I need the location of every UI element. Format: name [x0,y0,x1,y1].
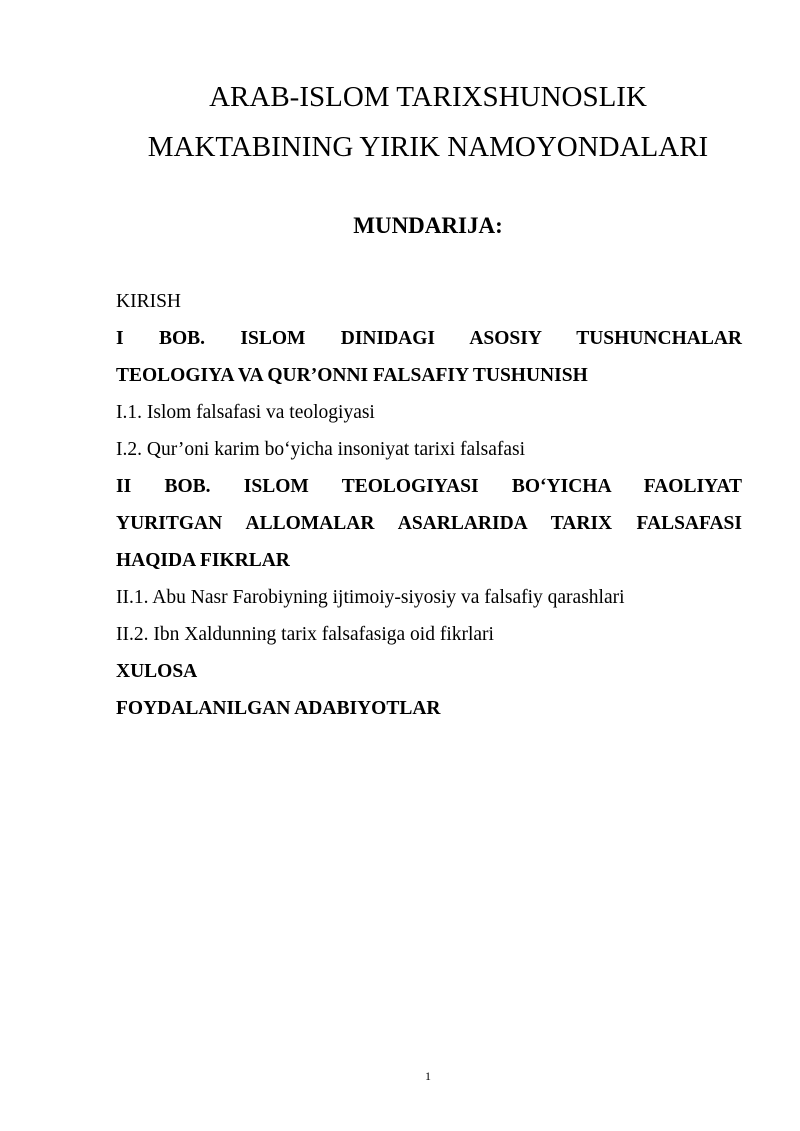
contents-heading: MUNDARIJA: [353,213,503,238]
toc-section-2-2: II.2. Ibn Xaldunning tarix falsafasiga oid fikrlari [116,624,494,645]
table-of-contents [116,283,742,727]
toc-conclusion: XULOSA [116,661,198,682]
page-number: 1 [425,1069,431,1083]
toc-chapter1-line1: I BOB. ISLOM DINIDAGI ASOSIY TUSHUNCHALAR [116,328,742,349]
toc-section-1-2: I.2. Qur’oni karim bo‘yicha insoniyat tarixi falsafasi [116,439,526,460]
toc-chapter1-line2: TEOLOGIYA VA QUR’ONNI FALSAFIY TUSHUNISH [116,365,588,386]
toc-chapter2-line2: YURITGAN ALLOMALAR ASARLARIDA TARIX FALSAFASI [116,513,742,534]
toc-intro: KIRISH [116,291,182,312]
toc-section-1-1: I.1. Islom falsafasi va teologiyasi [116,402,375,423]
toc-references: FOYDALANILGAN ADABIYOTLAR [116,698,441,719]
title-line-2: MAKTABINING YIRIK NAMOYONDALARI [147,131,709,163]
toc-chapter2-line1: II BOB. ISLOM TEOLOGIYASI BO‘YICHA FAOLIYAT [116,476,742,497]
title-line-1: ARAB-ISLOM TARIXSHUNOSLIK [209,81,647,113]
toc-section-2-1: II.1. Abu Nasr Farobiyning ijtimoiy-siyosiy va falsafiy qarashlari [116,587,625,608]
toc-chapter2-line3: HAQIDA FIKRLAR [116,550,290,571]
